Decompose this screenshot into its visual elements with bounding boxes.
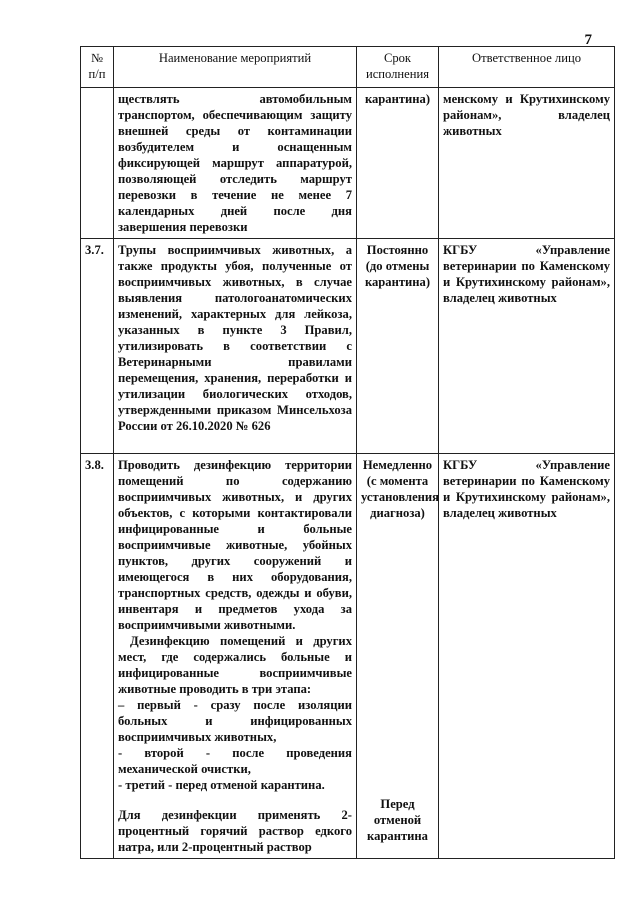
row-num: 3.7. — [81, 239, 114, 454]
row-name-paragraph: Проводить дезинфекцию территории помещений по содержанию восприимчивых животных, и других объектов, с которыми контактировали инфицированные и больные восприимчивые животные, убойных пунктов, других сооружений и имеющегося в них оборудования, транспортных средств, одежды и обуви, инвентаря и предметов ухода за восприимчивыми животными. — [118, 458, 352, 632]
row-responsible: КГБУ «Управление ветеринарии по Каменскому и Крутихинскому районам», владелец животных — [439, 239, 615, 454]
page-number: 7 — [584, 32, 592, 48]
table-row — [81, 88, 615, 239]
table-row — [81, 454, 615, 859]
row-term-primary: Немедленно (с момента установления диагноза) — [361, 458, 439, 520]
row-term: Постоянно (до отмены карантина) — [357, 239, 439, 454]
row-term-secondary: Перед отменой карантина — [367, 797, 428, 843]
header-term: Срок исполнения — [357, 47, 439, 88]
row-num — [81, 88, 114, 239]
table-header-row — [81, 47, 615, 88]
row-name-paragraph: - второй - после проведения механической очистки, — [118, 746, 352, 776]
row-name-paragraph: – первый - сразу после изоляции больных и инфицированных восприимчивых животных, — [118, 698, 352, 744]
header-responsible: Ответственное лицо — [439, 47, 615, 88]
row-term — [357, 454, 439, 859]
row-name — [114, 239, 357, 454]
header-name: Наименование мероприятий — [114, 47, 357, 88]
row-name-paragraph: Дезинфекцию помещений и других мест, где содержались больные и инфицированные восприимчивые животные проводить в три этапа: — [118, 634, 352, 696]
row-name-paragraph: Для дезинфекции применять 2-процентный горячий раствор едкого натра, или 2-процентный раствор — [118, 808, 352, 854]
row-responsible: менскому и Крутихинскому районам», владелец животных — [439, 88, 615, 239]
row-responsible: КГБУ «Управление ветеринарии по Каменскому и Крутихинскому районам», владелец животных — [439, 454, 615, 859]
row-term: карантина) — [357, 88, 439, 239]
header-num: № п/п — [81, 47, 114, 88]
measures-table — [80, 46, 615, 859]
row-name-paragraph: Трупы восприимчивых животных, а также продукты убоя, полученные от восприимчивых животных, в случае выявления патологоанатомических изменений, характерных для лейкоза, указанных в пункте 3 Правил, утилизировать в соответствии с Ветеринарными правилами перемещения, хранения, переработки и утилизации биологических отходов, утвержденными приказом Минсельхоза России от 26.10.2020 № 626 — [118, 243, 352, 433]
row-num: 3.8. — [81, 454, 114, 859]
row-name-paragraph: - третий - перед отменой карантина. — [118, 778, 325, 792]
table-row — [81, 239, 615, 454]
row-name — [114, 88, 357, 239]
row-name — [114, 454, 357, 859]
row-name-paragraph: ществлять автомобильным транспортом, обеспечивающим защиту внешней среды от контаминации возбудителем и оснащенным фиксирующей маршрут аппаратурой, позволяющей отследить маршрут перевозки в течение не менее 7 календарных дней после дня завершения перевозки — [118, 92, 352, 234]
